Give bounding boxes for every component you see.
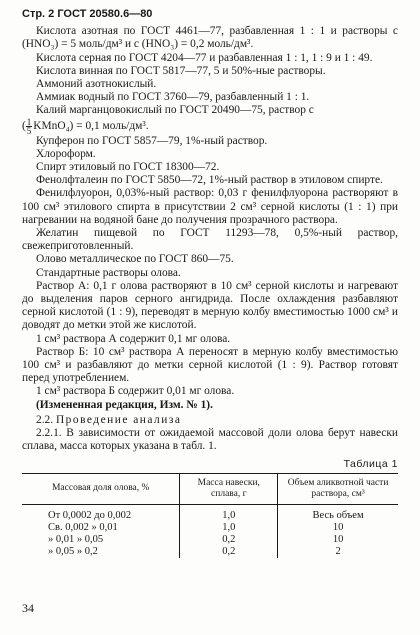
table-cell: 10 <box>278 522 398 534</box>
table-cell: От 0,0002 до 0,002 <box>48 509 132 521</box>
paragraph: Аммиак водный по ГОСТ 3760—79, разбавленный 1 : 1. <box>36 91 310 104</box>
section-title: Проведение анализа <box>55 413 182 426</box>
table-row <box>22 522 398 534</box>
page-number: 34 <box>22 601 34 615</box>
document-page <box>22 8 398 558</box>
table-cell: 0,2 <box>180 534 278 546</box>
section-heading <box>22 414 398 427</box>
table-cell: 10 <box>278 534 398 546</box>
fraction-denominator: 5 <box>26 125 32 136</box>
table-cell: 2 <box>278 546 398 558</box>
paragraph: Раствор А: 0,1 г олова растворяют в 10 см³ серной кислоты и нагревают до выделения паров серного ангидрида. После охлаждения разбавляют серной кислотой (1 : 9), переводят в мерную колбу вместимостью 1000 см³ и доводят до метки этой же кислотой. <box>22 279 398 332</box>
table-cell: 1,0 <box>180 510 278 522</box>
paragraph: Хлороформ. <box>36 147 96 160</box>
paragraph: Раствор Б: 10 см³ раствора А переносят в мерную колбу вместимостью 100 см³ и разбавляют до метки серной кислотой (1 : 9). Раствор готовят перед употреблением. <box>22 345 398 385</box>
column-header: Массовая доля олова, % <box>22 473 180 504</box>
paragraph: 1 см³ раствора Б содержит 0,01 мг олова. <box>36 385 235 398</box>
paragraph: Аммоний азотнокислый. <box>36 78 157 91</box>
table-cell: » 0,05 » 0,2 <box>48 545 98 557</box>
paragraph: Калий марганцовокислый по ГОСТ 20490—75, раствор с <box>36 104 314 117</box>
table-cell: Св. 0,002 » 0,01 <box>48 521 118 533</box>
paragraph: Кислота азотная по ГОСТ 4461—77, разбавленная 1 : 1 и растворы с (HNO₃) = 5 моль/дм³ и с (HNO₃) = 0,2 моль/дм³. <box>22 25 398 51</box>
fraction <box>26 118 33 135</box>
table-row <box>22 534 398 546</box>
table-row <box>22 510 398 522</box>
paragraph: Желатин пищевой по ГОСТ 11293—78, 0,5%-ный раствор, свежеприготовленный. <box>22 227 398 253</box>
paragraph: Кислота винная по ГОСТ 5817—77, 5 и 50%-ные растворы. <box>36 64 326 77</box>
paragraph: Фенолфталеин по ГОСТ 5850—72, 1%-ный раствор в этиловом спирте. <box>36 174 383 187</box>
formula-line <box>22 118 398 135</box>
paragraph: Купферон по ГОСТ 5857—79, 1%-ный раствор. <box>36 134 268 147</box>
table-row <box>22 546 398 558</box>
paragraph: Стандартные растворы олова. <box>36 266 181 279</box>
column-header: Объем аликвотной части раствора, см³ <box>278 473 398 504</box>
table-cell: Весь объем <box>278 510 398 522</box>
fraction-numerator: 1 <box>26 116 32 127</box>
column-header: Масса навески, сплава, г <box>180 473 278 504</box>
paragraph: 2.2.1. В зависимости от ожидаемой массовой доли олова берут навески сплава, масса которых указана в табл. 1. <box>22 427 398 453</box>
table-header-row <box>22 473 398 504</box>
paragraph: 1 см³ раствора А содержит 0,1 мг олова. <box>36 332 231 345</box>
paragraph: Фенилфлуорон, 0,03%-ный раствор: 0,03 г фенилфлуорона растворяют в 100 см³ этилового спирта в присутствии 2 см³ серной кислоты (1 : 1) при нагревании на водяной бане до получения прозрачного раствора. <box>22 187 398 226</box>
table-cell: 1,0 <box>180 522 278 534</box>
revision-note: (Измененная редакция, Изм. № 1). <box>36 398 213 411</box>
page-header: Стр. 2 ГОСТ 20580.6—80 <box>22 8 153 20</box>
formula-open: ( <box>22 119 26 132</box>
paragraph: Кислота серная по ГОСТ 4204—77 и разбавленная 1 : 1, 1 : 9 и 1 : 49. <box>36 51 373 64</box>
paragraph: Олово металлическое по ГОСТ 860—75. <box>36 253 234 266</box>
data-table <box>22 473 398 558</box>
table-caption: Таблица 1 <box>343 457 398 470</box>
paragraph: Спирт этиловый по ГОСТ 18300—72. <box>36 161 220 174</box>
table-cell: 0,2 <box>180 546 278 558</box>
table-cell: » 0,01 » 0,05 <box>48 533 104 545</box>
formula-rest: KMnO₄) = 0,1 моль/дм³. <box>33 119 149 132</box>
section-number: 2.2. <box>36 413 54 426</box>
